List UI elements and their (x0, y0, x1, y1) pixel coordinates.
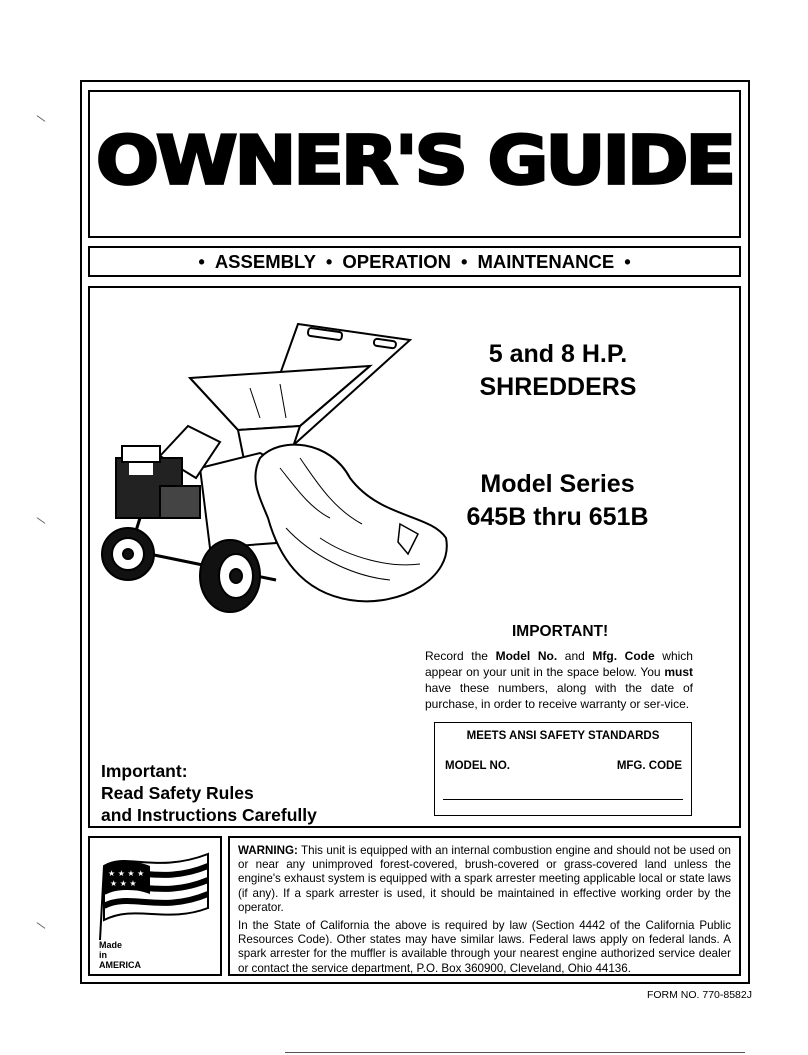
safety-note-line: Read Safety Rules (101, 783, 254, 803)
title-box (88, 90, 741, 238)
bottom-rule (285, 1052, 745, 1053)
important-heading: IMPORTANT! (512, 623, 609, 640)
text-run: and (557, 649, 593, 663)
model-no-label: MODEL NO. (445, 760, 510, 772)
record-line (443, 799, 683, 800)
mfg-code-label: MFG. CODE (616, 760, 682, 772)
page-title: OWNER'S GUIDE (95, 122, 734, 200)
warning-text: In the State of California the above is required by law (Section 4442 of the California Public Resources Code). Other states may have similar laws. Federal laws apply on federal lands. A spark arrester for the muffler is available through your nearest engine authorized service dealer or contact the service department, P.O. Box 360900, Cleveland, Ohio 44136. (238, 919, 731, 975)
scan-mark (37, 115, 46, 122)
made-text-line: AMERICA (99, 960, 141, 970)
model-series-label: Model Series (480, 470, 635, 498)
record-instructions (425, 648, 693, 712)
ansi-record-box (434, 722, 692, 816)
product-hp: 5 and 8 H.P. (488, 340, 628, 368)
model-series-heading (450, 468, 665, 534)
banner-item-operation: OPERATION (342, 250, 451, 272)
text-run: which appear on your unit in the space below. You (425, 649, 693, 679)
text-run-bold: Mfg. Code (592, 649, 655, 663)
bullet: • (325, 250, 333, 272)
banner-item-maintenance: MAINTENANCE (477, 250, 615, 272)
form-number: FORM NO. 770-8582J (646, 989, 752, 1001)
bullet: • (198, 250, 205, 272)
bullet: • (461, 250, 468, 272)
banner-item-assembly: ASSEMBLY (214, 250, 316, 272)
scan-mark (37, 922, 46, 929)
shredder-illustration (100, 318, 460, 618)
text-run-bold: must (664, 665, 693, 679)
made-in-america-box (88, 836, 222, 976)
text-run: Record the (425, 649, 496, 663)
made-in-america-label (99, 940, 141, 970)
warning-paragraph (238, 919, 731, 976)
american-flag-icon (96, 846, 214, 942)
product-name: SHREDDERS (479, 373, 637, 401)
bullet: • (624, 250, 631, 272)
made-text-line: Made (99, 940, 123, 950)
topics-banner (88, 246, 741, 277)
svg-text:★ ★ ★: ★ ★ ★ (110, 879, 137, 888)
text-run: have these numbers, along with the date of purchase, in order to receive warranty or ser-vice. (425, 681, 693, 711)
svg-text:★ ★ ★ ★: ★ ★ ★ ★ (108, 869, 145, 878)
made-text-line: in (99, 950, 107, 960)
warning-label: WARNING: (238, 844, 298, 857)
safety-note-line: and Instructions Carefully (101, 805, 317, 825)
ansi-title: MEETS ANSI SAFETY STANDARDS (466, 730, 660, 742)
warning-paragraph (238, 844, 731, 915)
safety-note-line: Important: (101, 761, 188, 781)
scan-mark (37, 517, 46, 524)
product-heading (458, 338, 658, 404)
model-series-range: 645B thru 651B (466, 503, 649, 531)
text-run-bold: Model No. (495, 649, 558, 663)
safety-note (101, 760, 317, 826)
warning-box (228, 836, 741, 976)
warning-text: This unit is equipped with an internal combustion engine and should not be used on or near any unimproved forest-covered, brush-covered or grass-covered land unless the engine's exhaust system is equipped with a spark arrester meeting applicable local or state laws (if any). If a spark arrester is used, it should be maintained in effective working order by the operator. (238, 844, 731, 914)
